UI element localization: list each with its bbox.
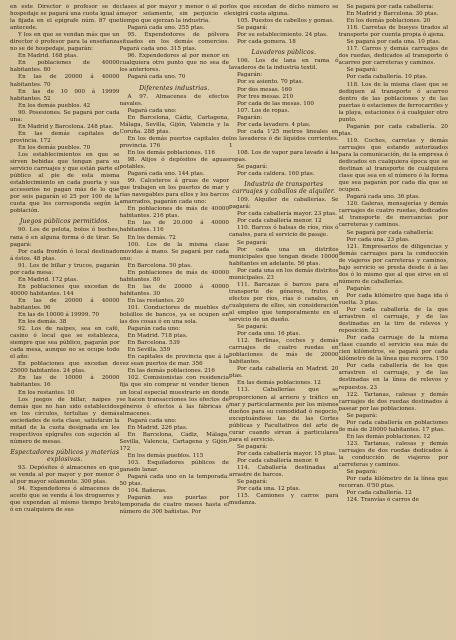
text-paragraph: clases al por mayor y menor ó al por mayor solamente, sin perjuicio el tiempo que ejerzan la industria. [119, 4, 229, 25]
section-heading: Espectadores públicos y materias explosivas. [10, 448, 120, 463]
text-paragraph: 115. Camiones y carros para mudanza. [229, 493, 339, 507]
text-paragraph: Pagarán: [237, 114, 263, 121]
text-paragraph: Pagará cada uno. 36 ptas. [346, 194, 420, 201]
text-paragraph: Se pagará por cada caballería: [346, 4, 434, 10]
text-paragraph: en este Director ó profesor se dé hospedaje se pagará una cuota igual á la fijada en el epígrafe núm. 87 que antecede. [10, 4, 120, 32]
text-paragraph: Por tres mesas. 210 [237, 93, 294, 100]
text-paragraph: Por cada caballería. 12 [346, 490, 412, 497]
text-paragraph: En los demás puertos capitales de provincia. 176 [119, 135, 229, 149]
text-paragraph: En Madrid y Barcelona. 248 ptas. [18, 123, 114, 130]
text-paragraph: En Madrid y Barcelona. 30 ptas. [346, 11, 439, 18]
text-paragraph: Por cada gomera. 18 [237, 39, 296, 46]
text-paragraph: 104. Bañeras. [127, 488, 167, 495]
text-paragraph: Por cada una. 12 ptas. [237, 486, 301, 493]
text-paragraph: 92. Los de naipes, sea en café, casino ó local que se establezca, siempre que sea público, pagarán por cada mesa, aunque no se ocupe todo el año: [10, 326, 120, 361]
section-heading: Juegos públicos permitidos. [19, 218, 110, 226]
text-paragraph: Por cada kilómetro de la línea que recorran. 0'50 ptas. [338, 476, 448, 490]
text-paragraph: 122. Tartanas, calesas y demás carruajes de dos ruedas destinados á pasear por las poblaciones. [338, 391, 448, 412]
text-paragraph: Se pagará: [346, 469, 378, 476]
text-paragraph: Por su establecimiento. 24 ptas. [237, 32, 328, 39]
text-paragraph: En los demás pueblos. 70 [18, 144, 91, 151]
text-paragraph: En los demás pueblos. 42 [18, 102, 91, 109]
text-paragraph: Por cada caballería de la que arrastren el carruaje, y de las destinadas en la tiro de relevos y reposición. 23 [338, 307, 448, 335]
text-paragraph: En Madrid. 168 ptas. [18, 53, 78, 60]
text-paragraph: En los demás poblaciones. 116 [127, 149, 215, 156]
text-paragraph: En las demás poblaciones. 12 [237, 380, 321, 387]
text-paragraph: En poblaciones que excedan de 25000 habitantes. 24 ptas. [10, 361, 120, 375]
text-paragraph: Por cada una. 23 ptas. [346, 236, 410, 243]
text-paragraph: 110. Barcos ó balsas de ríos, ríos ó canales, para el servicio de pasaje. [229, 225, 339, 239]
text-paragraph: 99. Calceteros á gruas de vapor que trabajen en los puertos de mar y rías navegables para ellos y los barcos amarrados, pagarán cada uno: [119, 178, 229, 206]
text-paragraph: 109. Alquiler de caballerías. Se pagará: [229, 197, 339, 211]
text-paragraph: Por cada 1'25 metros lineales en los lavaderos ó de líquidos corrientes. 1 [229, 128, 339, 149]
text-paragraph: En las de 20000 á 40000 habitantes. 96 [10, 297, 120, 311]
text-paragraph: Se pagará: [237, 324, 268, 331]
text-paragraph: 98. Alijos ó depósitos de aguas potables. [119, 156, 229, 171]
text-paragraph: En Madrid. 172 ptas. [18, 276, 78, 283]
text-paragraph: 116. Carretas de bueyes tirados al transporte por cuenta propia ó ajena. [338, 25, 448, 39]
text-paragraph: En las restantes. 20 [127, 297, 184, 304]
text-paragraph: Pagará cada uno. 144 ptas. [127, 171, 205, 178]
text-paragraph: 90. Posesiones. Se pagará por cada una: [10, 109, 120, 123]
text-paragraph: Por cada kilómetro que haga ida ó vuelta. 3 ptas. [338, 292, 448, 306]
column-2 [120, 4, 230, 636]
text-paragraph: Por cada uno. 16 ptas. [237, 331, 301, 338]
text-paragraph: En las demás poblaciones. 12 [346, 433, 431, 440]
text-paragraph: 106. Los de lana en rama ó lavaderos de la industria textil. [229, 58, 339, 72]
text-paragraph: Por cada lavadero. 4 ptas. [237, 121, 311, 128]
text-paragraph: 94. Expendedores ó almacenes de aceite que se venda á los drogueros y que expendan al mismo tiempo bruto ó en cualquiera de sus [10, 486, 120, 514]
text-paragraph: Se pagará: [237, 164, 268, 171]
text-paragraph: 100. Los de la misma clase movidas á mano. Se pagará por cada uno: [119, 241, 229, 262]
text-paragraph: 91. Los de billar y trucos, pagarán por cada mesa: [10, 262, 120, 276]
columns-container [10, 4, 448, 636]
text-paragraph: En los demás. 38 [18, 319, 67, 326]
text-paragraph: Por cada caballería mayor. 15 ptas. [237, 450, 337, 457]
column-1 [10, 4, 120, 636]
text-paragraph: En Sevilla. 359 [127, 347, 171, 354]
text-paragraph: Los juegos de billar, naipes y demás que no han sido establecidos en los círculos, tertulias y demás sociedades de esta clase, satisfarán la mitad de la cuota designada en los respectivos epígrafes con sujeción al número de mesas. [10, 396, 120, 445]
text-paragraph: 120. Galeras, mensajerías y demás carruajes de cuatro ruedas, dedicados al transporte de mercancías por carreteras y caminos. [338, 201, 448, 229]
text-paragraph: Por cada caballería mayor. 23 ptas. [237, 211, 337, 218]
text-paragraph: Se pagará: [237, 479, 268, 486]
text-paragraph: 123. Tartanas, calesas y demás carruajes de dos ruedas dedicados á la conducción de viajeros por carreteras y caminos. [338, 440, 448, 469]
text-paragraph: 118. Los de la misma clase que se dediquen al transporte ó acarreo dentro de las poblaciones y de las puertas ó estaciones de ferrocarriles y la playa, estaciones ó á cualquier otro punto. [338, 81, 448, 123]
text-paragraph: Por cada una en distritos municipales que tengan desde 10000 habitantes en adelante. 56 ptas. [229, 246, 339, 267]
text-paragraph: Pagarán sus puertas por temporada de cuatro meses hasta el número de 300 bañistas. Por [119, 495, 229, 516]
section-heading: Industria de transportes carruajes y caballos de alquiler. [232, 181, 336, 196]
text-paragraph: A 97. Almacenes de efectos navales. [119, 93, 229, 107]
text-paragraph: Pagará cada uno en la temporada. 50 ptas. [119, 474, 229, 488]
text-paragraph: En las de 10000 á 20000 habitantes. 16 [10, 375, 120, 389]
text-paragraph: Por cada caballería en Madrid. 20 ptas. [229, 366, 339, 380]
text-paragraph: Por cada caballería menor. 12 [237, 218, 322, 225]
text-paragraph: 112. Berlinas, coches y demás carruajes de cuatro ruedas en poblaciones de más de 20000 habitantes. [229, 338, 339, 366]
text-paragraph: Pagará cada uno. 255 ptas. [127, 25, 205, 32]
text-paragraph: Se pagará por cada caballería: [346, 229, 434, 236]
text-paragraph: 96. Expendedores al por menor en cualquiera otro punto que no sea de los anteriores. [119, 53, 229, 74]
text-paragraph: Por cada una en los demás distritos municipales. 23 [229, 267, 339, 281]
text-paragraph: 124. Tranvías ó carros de [346, 497, 419, 504]
text-paragraph: Se pagará: [346, 67, 378, 74]
text-paragraph: Por cada caballería de los que arrastren el carruaje, y de las destinadas en la línea de relevos y repuestos. 23 [338, 363, 448, 391]
text-paragraph: Pagarán: [346, 285, 372, 292]
text-paragraph: 121. Empresarios de diligencias y demás carruajes para la conducción de viajeros por carreteras y caminos, bajo servicio se presta desde ó á las dos ó lo mismo que al que sirve en el número de caballerías. [338, 243, 448, 285]
text-paragraph: En capitales de provincia que á la vez sean puertos de mar. 356 [119, 354, 229, 368]
text-paragraph: 107. Los de ropas. [237, 107, 290, 114]
text-paragraph: Pagarán por cada caballería. 20 ptas. [338, 123, 448, 137]
text-paragraph: 119. Coches, carretas y demás carruajes que estando autorizados para la comunicación, de la empresa ó dedicados en cualquiera época que se destinan al transporte de cualquiera clase que sea en el número ó la forma que sea pagarán por cada día que se ocupen. [338, 137, 448, 194]
text-paragraph: 103. Esquiladores públicos de ganado lanar. [119, 460, 229, 474]
text-paragraph: En las de 20.000 á 40000 habitantes. 116 [119, 220, 229, 234]
text-paragraph: Se pagará por cada una. 10 ptas. [346, 39, 441, 46]
text-paragraph: 105. Puestos de cabellos y gomas. [237, 18, 334, 25]
text-paragraph: Por cada caldera. 160 ptas. [237, 171, 315, 178]
text-paragraph: Por su asiento. 70 ptas. [237, 79, 304, 86]
text-paragraph: Por cada caballería en poblaciones de más de 20000 habitantes. 17 ptas. [338, 419, 448, 433]
text-paragraph: En las demás poblaciones. 216 [127, 368, 215, 375]
text-paragraph: Pagarán cada uno: [127, 326, 181, 333]
text-paragraph: Pagará cada uno. 70 [127, 74, 186, 81]
text-paragraph: Pagará cada uno: [127, 107, 177, 114]
text-paragraph: Y los en que se vendan más que un director ó profesor para la enseñanza no se dé hospedaje, pagarán: [10, 32, 120, 53]
text-paragraph: En poblaciones que excedan de 40000 habitantes. 144 [10, 283, 120, 297]
text-paragraph: En Barcelona. 50 ptas. [127, 262, 192, 269]
text-paragraph: Por cada de las mesas. 100 [237, 100, 314, 107]
text-paragraph: Por cada caballería menor. 6 [237, 457, 319, 464]
text-paragraph: 111. Barcazas ó barcos para el transporte de géneros, frutos ó efectos por ríos, rías ó canales, en cualquiera de ellos, sin consideración al empleo que temporalmente en el servicio de un dueño. [229, 281, 339, 324]
text-paragraph: En las de 10000 á 19999. 70 [18, 312, 100, 319]
text-paragraph: Por cada carruaje de la misma clase cuando el servicio sea más de cien kilómetros, se pagará por cada kilómetro de la línea que recorra. 1'50 [338, 335, 448, 363]
text-paragraph: En los restantes. 10 [18, 389, 75, 396]
text-paragraph: 113. Caballerías que se proporcionen al arriero y tráfico en mar y particularmente por los mismos dueños para su comodidad ó negocio, exceptuándose las de las Cortes públicas y Facultativos del arte de curar cuando sirvan á particulares para el servicio. [229, 387, 339, 443]
text-paragraph: Pagarán: [237, 72, 263, 79]
text-paragraph: Los establecimientos en que se sirven bebidas que tengan para su servicio carruajes y que están parte el público al pie de esta misma establecimiento en cada puerta y sus accesorios no pagan más de lo que por seis pagarán el 25 por 100 de la cuota que les corresponda según la población. [10, 151, 120, 215]
text-paragraph: 95. Expendedores de pólvora situados en los demás comercios. Pagará cada uno. 315 ptas. [119, 32, 229, 53]
text-paragraph: Pagará cada uno: [127, 417, 177, 424]
text-paragraph: En poblaciones de 40000 habitantes. 80 [10, 60, 120, 74]
text-paragraph: En los demás poblaciones. 20 [346, 18, 431, 25]
text-paragraph: En Barcelona, Cádiz, Cartagena, Málaga, Sevilla, Gijón, Valencia y la Coruña. 288 ptas. [119, 114, 229, 135]
text-paragraph: En poblaciones de más de 40000 habitantes. 80 [119, 269, 229, 283]
text-paragraph: En los demás. 72 [127, 234, 176, 241]
section-heading: Diferentes industrias. [139, 84, 210, 92]
text-paragraph: En Madrid. 718 ptas. [127, 333, 188, 340]
text-paragraph: los que excedan de dicho número se exigirá cuota alguna. [229, 4, 339, 18]
section-heading: Lavaderos públicos. [251, 49, 317, 57]
text-paragraph: En poblaciones de más de 40000 habitantes. 216 ptas. [119, 206, 229, 220]
text-paragraph: 114. Caballería destinadas al arrastre de barcos. [229, 465, 339, 479]
text-paragraph: 117. Carros y demás carruajes de dos ruedas, dedicados al transporte ó acarreo por carreteras y caminos. [338, 46, 448, 67]
text-paragraph: Se pagará: [237, 239, 268, 246]
text-paragraph: 93. Depósitos ó almacenes en que se venda al por mayor y por menor ó al por mayor solamente. 300 ptas. [10, 465, 120, 486]
text-paragraph: Se pagará: [237, 25, 268, 32]
text-paragraph: Por cada caballería. 10 ptas. [346, 74, 428, 81]
text-paragraph: Por dos mesas. 160 [237, 86, 292, 93]
text-paragraph: 108. Los de vapor para lavado á las ropas. [229, 149, 339, 163]
text-paragraph: En Barcelona. 539 [127, 340, 180, 347]
text-paragraph: Se pagará: [237, 443, 268, 450]
text-paragraph: En Madrid. 226 ptas. [127, 424, 188, 431]
text-paragraph: Por cada frontón ó local destinado á éstos. 48 ptas. [10, 248, 120, 262]
text-paragraph: En las de 10 000 á 19999 habitantes. 52 [10, 88, 120, 102]
text-paragraph: 101. Conductores de muebles de bolsillos de bancos, ya se ocupen en las dos cosas ó en una sola. [119, 304, 229, 326]
column-4 [339, 4, 449, 636]
text-paragraph: 102. Comisionistas con residencia fija que sin comprar ni vender tienen un local especial muestrario en donde se hacen transacciones los efectos de géneros ó efectos á las fábricas ó almacenes. [119, 375, 229, 417]
text-paragraph: 90. Los de pelota, bolos ó boches, rana ó en alguna forma ó de tirar. Se pagará: [10, 227, 120, 248]
text-paragraph: En las demás capitales de provincia. 172 [10, 130, 120, 144]
text-paragraph: En las de 20000 á 40000 habitantes. 30 [119, 283, 229, 297]
text-paragraph: En las de 20000 á 40000 habitantes. 70 [10, 74, 120, 88]
text-paragraph: En los demás pueblos. 115 [127, 452, 204, 459]
column-3 [229, 4, 339, 636]
text-paragraph: En Barcelona, Cádiz, Málaga, Sevilla, Valencia, Cartagena y Gijón. 172 [119, 431, 229, 452]
text-paragraph: Se pagará: [346, 412, 378, 419]
